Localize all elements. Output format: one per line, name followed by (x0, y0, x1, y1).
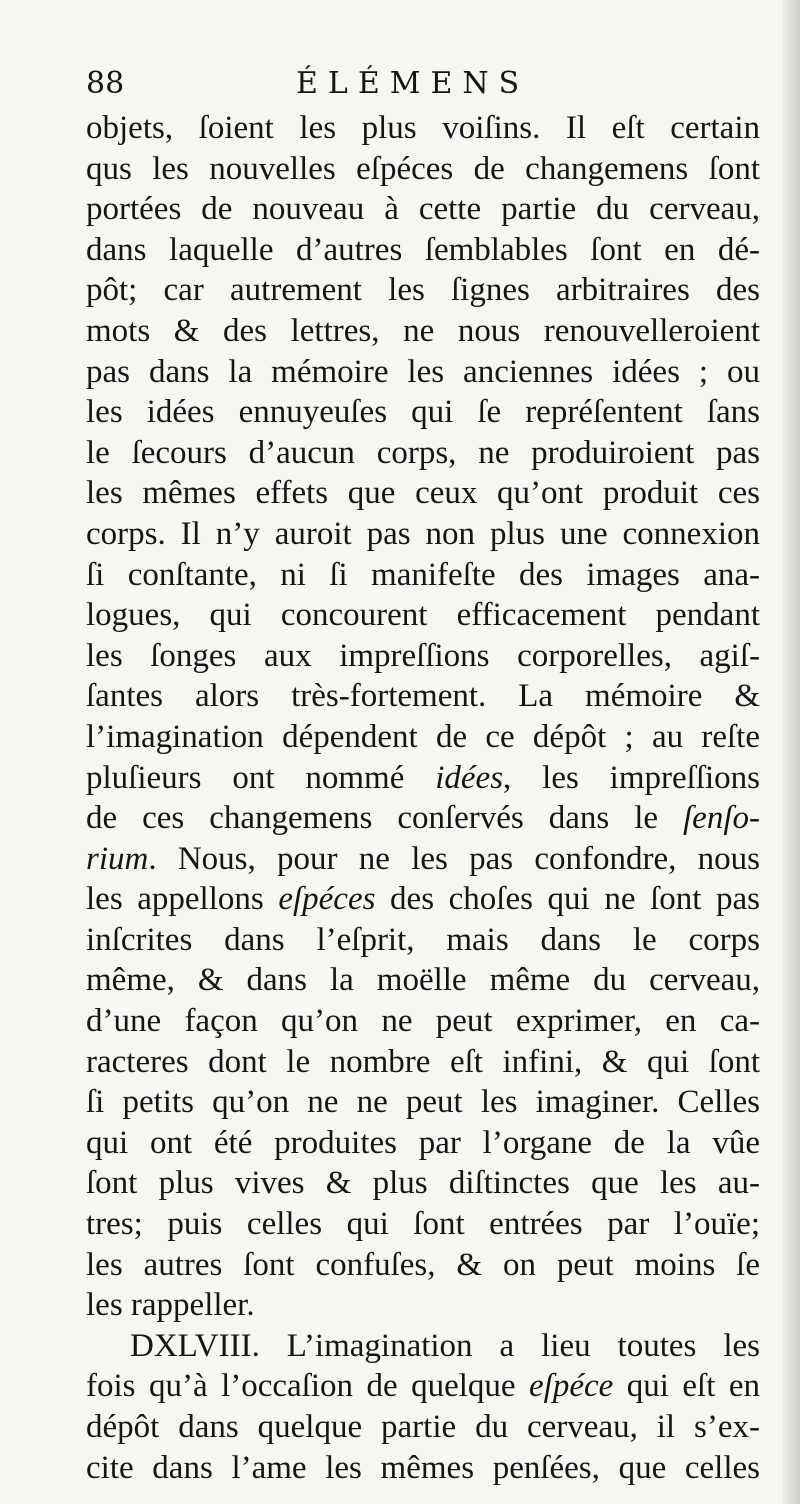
text-line (86, 1448, 760, 1489)
text-run: portées de nouveau à cette partie du cerveau, (86, 191, 760, 228)
page-number: 88 (86, 66, 125, 101)
text-line (86, 311, 760, 352)
text-run: racteres dont le nombre eſt infini, & qui ſont (86, 1043, 760, 1080)
text-run: les rappeller. (86, 1287, 255, 1324)
text-line (86, 1082, 760, 1123)
text-run: . Nous, pour ne les pas confondre, nous (148, 840, 760, 877)
text-line (86, 717, 760, 758)
text-line (86, 798, 760, 839)
text-run: l’imagination dépendent de ce dépôt ; au reſte (86, 718, 760, 755)
text-line (86, 1326, 760, 1367)
text-run: ſi petits qu’on ne ne peut les imaginer. Celles (86, 1084, 760, 1121)
text-line (86, 230, 760, 271)
text-line (86, 433, 760, 474)
text-line (86, 1042, 760, 1083)
text-line (86, 960, 760, 1001)
text-line (86, 1407, 760, 1448)
text-line (86, 514, 760, 555)
text-line (86, 473, 760, 514)
text-line (86, 758, 760, 799)
text-run: pluſieurs ont nommé (86, 759, 436, 796)
text-run: DXLVIII. L’imagination a lieu toutes les (130, 1327, 760, 1364)
text-line (86, 839, 760, 880)
text-run: mots & des lettres, ne nous renouvelleroient (86, 312, 760, 349)
text-run: logues, qui concourent efficacement pendant (86, 597, 760, 634)
text-run: qui ont été produites par l’organe de la vûe (86, 1124, 760, 1161)
text-run: les ſonges aux impreſſions corporelles, agiſ- (86, 637, 760, 674)
text-run: , les impreſſions (503, 759, 760, 796)
text-line (86, 108, 760, 149)
running-head (86, 66, 756, 110)
text-line (86, 189, 760, 230)
text-line (86, 636, 760, 677)
text-run: ſantes alors très-fortement. La mémoire & (86, 678, 760, 715)
text-line (86, 879, 760, 920)
text-run: les appellons (86, 881, 279, 918)
text-line (86, 1204, 760, 1245)
text-run: le ſecours d’aucun corps, ne produiroient pas (86, 434, 760, 471)
text-run: objets, ſoient les plus voiſins. Il eſt certain (86, 110, 760, 146)
text-run: pôt; car autrement les ſignes arbitraires des (86, 272, 760, 309)
text-run: dépôt dans quelque partie du cerveau, il s’ex- (86, 1409, 760, 1445)
italic-text: eſpéces (278, 881, 376, 918)
text-line (86, 595, 760, 636)
text-run: des choſes qui ne ſont pas (375, 881, 760, 918)
text-run: fois qu’à l’occaſion de quelque (86, 1368, 530, 1405)
text-run: qus les nouvelles eſpéces de changemens ſont (86, 150, 760, 187)
text-run: de ces changemens conſervés dans le (86, 800, 684, 837)
text-line (86, 676, 760, 717)
text-line (86, 392, 760, 433)
text-run: qui eſt en (613, 1368, 760, 1405)
text-run: corps. Il n’y auroit pas non plus une connexion (86, 515, 760, 552)
text-run: ſi conſtante, ni ſi manifeſte des images ana- (86, 556, 760, 593)
text-run: les idées ennuyeuſes qui ſe repréſentent ſans (86, 394, 760, 431)
text-line (86, 352, 760, 393)
text-body (86, 108, 760, 1488)
text-run: pas dans la mémoire les anciennes idées ; ou (86, 353, 760, 390)
text-line (86, 149, 760, 190)
text-line (86, 1245, 760, 1286)
text-line (86, 1001, 760, 1042)
running-title: ÉLÉMENS (296, 66, 530, 101)
text-run: les mêmes effets que ceux qu’ont produit ces (86, 475, 760, 512)
text-run: même, & dans la moëlle même du cerveau, (86, 962, 760, 999)
text-line (86, 270, 760, 311)
text-line (86, 920, 760, 961)
italic-text: eſpéce (529, 1368, 614, 1405)
text-run: les autres ſont confuſes, & on peut moins ſe (86, 1246, 760, 1283)
page-edge (782, 0, 800, 1504)
text-line (86, 1163, 760, 1204)
italic-text: rium (86, 840, 149, 877)
text-line (86, 1123, 760, 1164)
text-run: d’une façon qu’on ne peut exprimer, en ca- (86, 1003, 760, 1040)
text-line (86, 1285, 760, 1326)
text-line (86, 555, 760, 596)
text-line (86, 1366, 760, 1407)
italic-text: ſenſo- (683, 800, 760, 837)
text-run: cite dans l’ame les mêmes penſées, que celles (86, 1449, 760, 1486)
text-run: inſcrites dans l’eſprit, mais dans le corps (86, 921, 760, 958)
text-run: ſont plus vives & plus diſtinctes que les au- (86, 1165, 760, 1202)
text-run: dans laquelle d’autres ſemblables ſont en dé- (86, 231, 760, 268)
italic-text: idées (435, 759, 504, 796)
text-run: tres; puis celles qui ſont entrées par l’ouïe; (86, 1206, 760, 1243)
